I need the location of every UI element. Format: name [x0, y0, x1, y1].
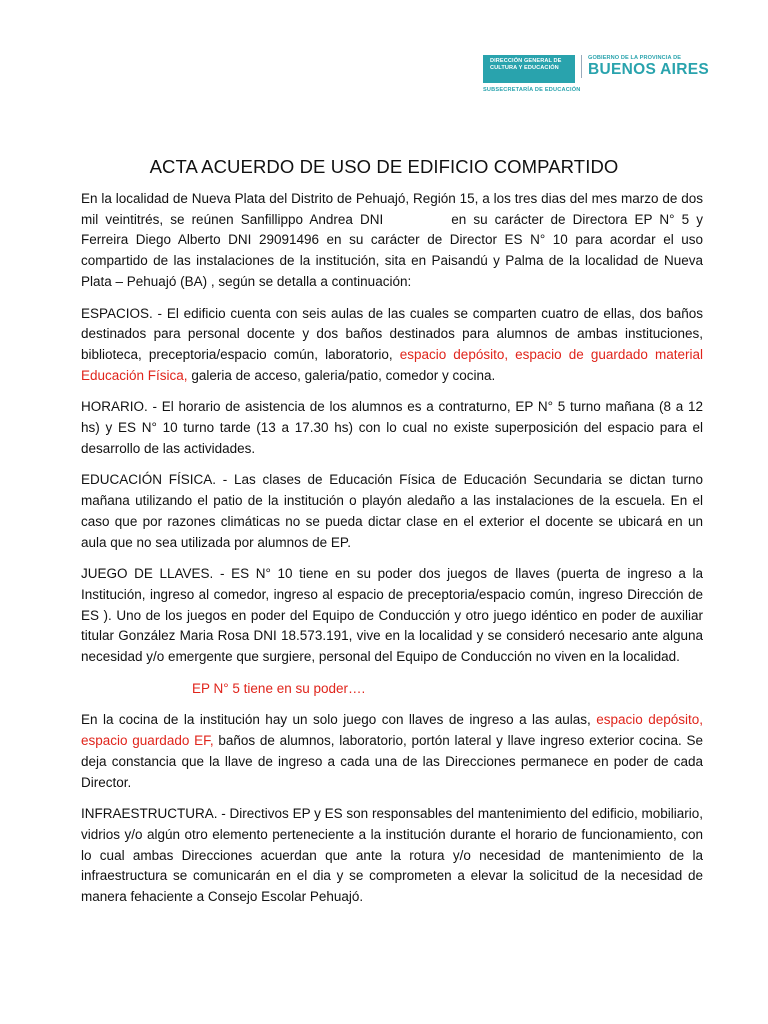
cocina-text2: baños de alumnos, laboratorio, portón lateral y llave ingreso exterior cocina. Se deja constancia que la llave de ingreso a cada una de las Direcciones permanece en poder de cada Director.: [81, 733, 703, 790]
juego-llaves-paragraph: JUEGO DE LLAVES. - ES N° 10 tiene en su poder dos juegos de llaves (puerta de ingreso a la Institución, ingreso al comedor, ingreso al espacio de preceptoria/espacio común, ingreso Dirección de ES ). Uno de los juegos en poder del Equipo de Conducción y otro juego idéntico en poder de auxiliar titular González Maria Rosa DNI 18.573.191, vive en la localidad y se consideró necesario ante alguna necesidad y/o emergente que surgiere, personal del Equipo de Conducción no viven en la localidad.: [81, 566, 703, 665]
dgce-line1: DIRECCIÓN GENERAL DE: [490, 58, 562, 64]
espacios-paragraph: [81, 304, 703, 387]
cocina-text1: En la cocina de la institución hay un solo juego con llaves de ingreso a las aulas,: [81, 712, 597, 728]
dgce-logo-box: [483, 55, 575, 83]
intro-part2: en su carácter de Directora EP N° 5 y Ferreira Diego Alberto DNI 29091496 en su carácter de Director ES N° 10 para acordar el uso compartido de las instalaciones de la institución, sita en Paisandú y Palma de la localidad de Nueva Plata – Pehuajó (BA) , según se detalla a continuación:: [81, 211, 703, 289]
espacios-text2: galeria de acceso, galeria/patio, comedor y cocina.: [187, 367, 496, 383]
gobierno-logo: [581, 55, 709, 78]
horario-paragraph: HORARIO. - El horario de asistencia de los alumnos es a contraturno, EP N° 5 turno mañana (8 a 12 hs) y ES N° 10 turno tarde (13 a 17.30 hs) con lo cual no existe superposición del espacio para el desarrollo de las actividades.: [81, 399, 703, 456]
cocina-highlight: espacio depósito, espacio guardado EF,: [81, 712, 703, 749]
intro-paragraph: [81, 189, 703, 293]
header-logo: [483, 55, 710, 93]
educacion-fisica-paragraph: EDUCACIÓN FÍSICA. - Las clases de Educación Física de Educación Secundaria se dictan turno mañana utilizando el patio de la institución o playón aledaño a las instalaciones de la escuela. En el caso que por razones climáticas no se pueda dictar clase en el exterior el docente se ubicará en un aula que no sea utilizada por alumnos de EP.: [81, 472, 703, 550]
infraestructura-paragraph: INFRAESTRUCTURA. - Directivos EP y ES son responsables del mantenimiento del edificio, mobiliario, vidrios y/o algún otro elemento perteneciente a la institución durante el horario de funcionamiento, con lo cual ambas Direcciones acuerdan que ante la rotura y/o necesidad de mantenimiento de la infraestructura se comunicarán en el dia y se comprometen a elevar la solicitud de la necesidad de manera fehaciente a Consejo Escolar Pehuajó.: [81, 806, 703, 905]
dgce-line2: CULTURA Y EDUCACIÓN: [490, 65, 559, 71]
subsecretaria-label: SUBSECRETARÍA DE EDUCACIÓN: [483, 87, 581, 93]
document-title: ACTA ACUERDO DE USO DE EDIFICIO COMPARTIDO: [149, 156, 619, 177]
cocina-paragraph: [81, 710, 703, 793]
gobierno-label: GOBIERNO DE LA PROVINCIA DE: [588, 55, 682, 61]
intro-part1: En la localidad de Nueva Plata del Distrito de Pehuajó, Región 15, a los tres dias del mes marzo de dos mil veintitrés, se reúnen Sanfillippo Andrea DNI: [81, 191, 703, 227]
ep5-poder-line: EP N° 5 tiene en su poder….: [192, 680, 366, 696]
document-body: [81, 189, 703, 919]
espacios-highlight: espacio depósito, espacio de guardado material Educación Física,: [81, 346, 703, 383]
buenos-aires-label: BUENOS AIRES: [588, 61, 710, 78]
espacios-text1: ESPACIOS. - El edificio cuenta con seis aulas de las cuales se comparten cuatro de ellas, dos baños destinados para personal docente y dos baños destinados para alumnos de ambas instituciones, biblioteca, preceptoria/espacio común, laboratorio,: [81, 305, 703, 362]
